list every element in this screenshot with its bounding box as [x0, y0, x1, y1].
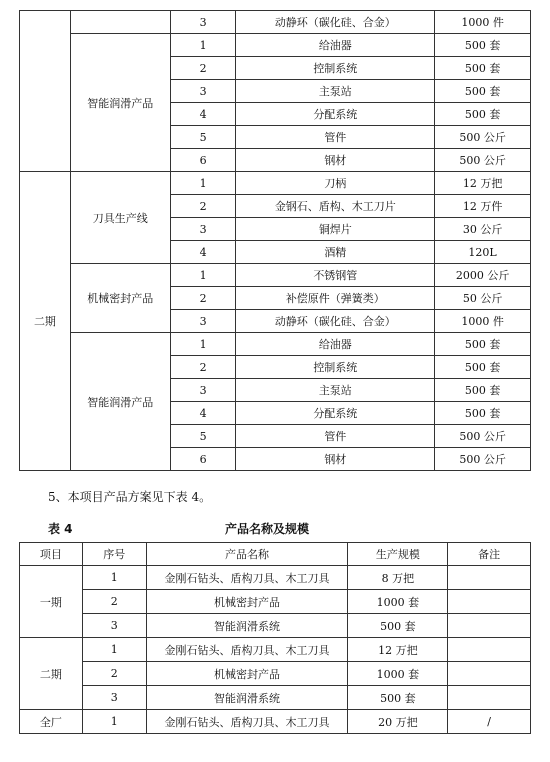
row-number: 4	[170, 103, 236, 126]
material-name: 给油器	[236, 34, 435, 57]
product-note	[448, 614, 531, 638]
product-name: 金刚石钻头、盾构刀具、木工刀具	[146, 566, 348, 590]
table-row	[20, 172, 531, 195]
table-row	[20, 590, 531, 614]
header-number: 序号	[82, 543, 146, 566]
material-qty: 500 套	[435, 80, 531, 103]
header-project: 项目	[20, 543, 83, 566]
material-name: 钢材	[236, 448, 435, 471]
group-label: 智能润滑产品	[70, 34, 170, 172]
row-number: 1	[170, 172, 236, 195]
row-number: 2	[170, 287, 236, 310]
group-label: 机械密封产品	[70, 264, 170, 333]
material-name: 动静环（碳化硅、合金）	[236, 310, 435, 333]
row-number: 3	[170, 310, 236, 333]
material-qty: 1000 件	[435, 11, 531, 34]
material-qty: 500 套	[435, 103, 531, 126]
row-number: 3	[170, 80, 236, 103]
material-name: 酒精	[236, 241, 435, 264]
row-number: 4	[170, 402, 236, 425]
product-scale: 500 套	[348, 614, 448, 638]
material-qty: 500 套	[435, 402, 531, 425]
row-number: 3	[170, 218, 236, 241]
material-name: 主泵站	[236, 379, 435, 402]
material-name: 控制系统	[236, 356, 435, 379]
material-qty: 50 公斤	[435, 287, 531, 310]
product-scale: 20 万把	[348, 710, 448, 734]
row-number: 3	[82, 614, 146, 638]
group-label: 智能润滑产品	[70, 333, 170, 471]
product-name: 金刚石钻头、盾构刀具、木工刀具	[146, 710, 348, 734]
header-scale: 生产规模	[348, 543, 448, 566]
row-number: 2	[170, 57, 236, 80]
product-note	[448, 566, 531, 590]
product-table	[19, 542, 531, 734]
row-number: 1	[170, 34, 236, 57]
group-label: 刀具生产线	[70, 172, 170, 264]
row-number: 6	[170, 448, 236, 471]
row-number: 1	[82, 566, 146, 590]
product-note	[448, 686, 531, 710]
product-name: 机械密封产品	[146, 662, 348, 686]
materials-table	[19, 10, 531, 471]
group-cell-continued	[70, 11, 170, 34]
product-name: 智能润滑系统	[146, 614, 348, 638]
material-qty: 12 万把	[435, 172, 531, 195]
row-number: 1	[82, 710, 146, 734]
material-qty: 120L	[435, 241, 531, 264]
table-row	[20, 686, 531, 710]
row-number: 4	[170, 241, 236, 264]
row-number: 3	[82, 686, 146, 710]
header-product-name: 产品名称	[146, 543, 348, 566]
material-qty: 500 公斤	[435, 126, 531, 149]
phase-label: 二期	[20, 638, 83, 710]
material-qty: 500 公斤	[435, 425, 531, 448]
phase-label: 全厂	[20, 710, 83, 734]
product-scale: 1000 套	[348, 590, 448, 614]
row-number: 5	[170, 425, 236, 448]
phase-label: 二期	[20, 172, 71, 471]
material-qty: 12 万件	[435, 195, 531, 218]
material-name: 分配系统	[236, 402, 435, 425]
material-name: 不锈钢管	[236, 264, 435, 287]
table-row	[20, 34, 531, 57]
material-qty: 2000 公斤	[435, 264, 531, 287]
row-number: 6	[170, 149, 236, 172]
product-note	[448, 590, 531, 614]
row-number: 2	[82, 590, 146, 614]
header-note: 备注	[448, 543, 531, 566]
material-name: 刀柄	[236, 172, 435, 195]
table-row	[20, 662, 531, 686]
material-qty: 30 公斤	[435, 218, 531, 241]
row-number: 2	[170, 356, 236, 379]
table-row	[20, 614, 531, 638]
material-qty: 500 套	[435, 379, 531, 402]
table-row	[20, 710, 531, 734]
row-number: 1	[170, 264, 236, 287]
material-name: 补偿原件（弹簧类）	[236, 287, 435, 310]
table-row	[20, 638, 531, 662]
row-number: 3	[170, 11, 236, 34]
material-name: 分配系统	[236, 103, 435, 126]
table-row	[20, 566, 531, 590]
material-qty: 500 套	[435, 333, 531, 356]
phase-label: 一期	[20, 566, 83, 638]
material-qty: 1000 件	[435, 310, 531, 333]
product-name: 机械密封产品	[146, 590, 348, 614]
material-name: 铜焊片	[236, 218, 435, 241]
material-name: 给油器	[236, 333, 435, 356]
material-name: 管件	[236, 126, 435, 149]
product-note: /	[448, 710, 531, 734]
table-header-row	[20, 543, 531, 566]
material-name: 金钢石、盾构、木工刀片	[236, 195, 435, 218]
material-name: 主泵站	[236, 80, 435, 103]
material-qty: 500 套	[435, 57, 531, 80]
row-number: 2	[82, 662, 146, 686]
product-scale: 12 万把	[348, 638, 448, 662]
row-number: 1	[170, 333, 236, 356]
table-caption-label: 表 4	[48, 522, 73, 536]
product-name: 金刚石钻头、盾构刀具、木工刀具	[146, 638, 348, 662]
row-number: 2	[170, 195, 236, 218]
product-scale: 1000 套	[348, 662, 448, 686]
table-row	[20, 11, 531, 34]
row-number: 5	[170, 126, 236, 149]
table-row	[20, 264, 531, 287]
material-name: 控制系统	[236, 57, 435, 80]
material-name: 管件	[236, 425, 435, 448]
table-row	[20, 333, 531, 356]
material-name: 动静环（碳化硅、合金）	[236, 11, 435, 34]
material-name: 钢材	[236, 149, 435, 172]
material-qty: 500 公斤	[435, 149, 531, 172]
product-name: 智能润滑系统	[146, 686, 348, 710]
phase-cell-continued	[20, 11, 71, 172]
material-qty: 500 套	[435, 34, 531, 57]
product-scale: 500 套	[348, 686, 448, 710]
product-note	[448, 638, 531, 662]
body-paragraph: 5、本项目产品方案见下表 4。	[48, 490, 212, 504]
material-qty: 500 公斤	[435, 448, 531, 471]
row-number: 3	[170, 379, 236, 402]
material-qty: 500 套	[435, 356, 531, 379]
product-note	[448, 662, 531, 686]
row-number: 1	[82, 638, 146, 662]
table-caption-title: 产品名称及规模	[225, 522, 310, 536]
product-scale: 8 万把	[348, 566, 448, 590]
